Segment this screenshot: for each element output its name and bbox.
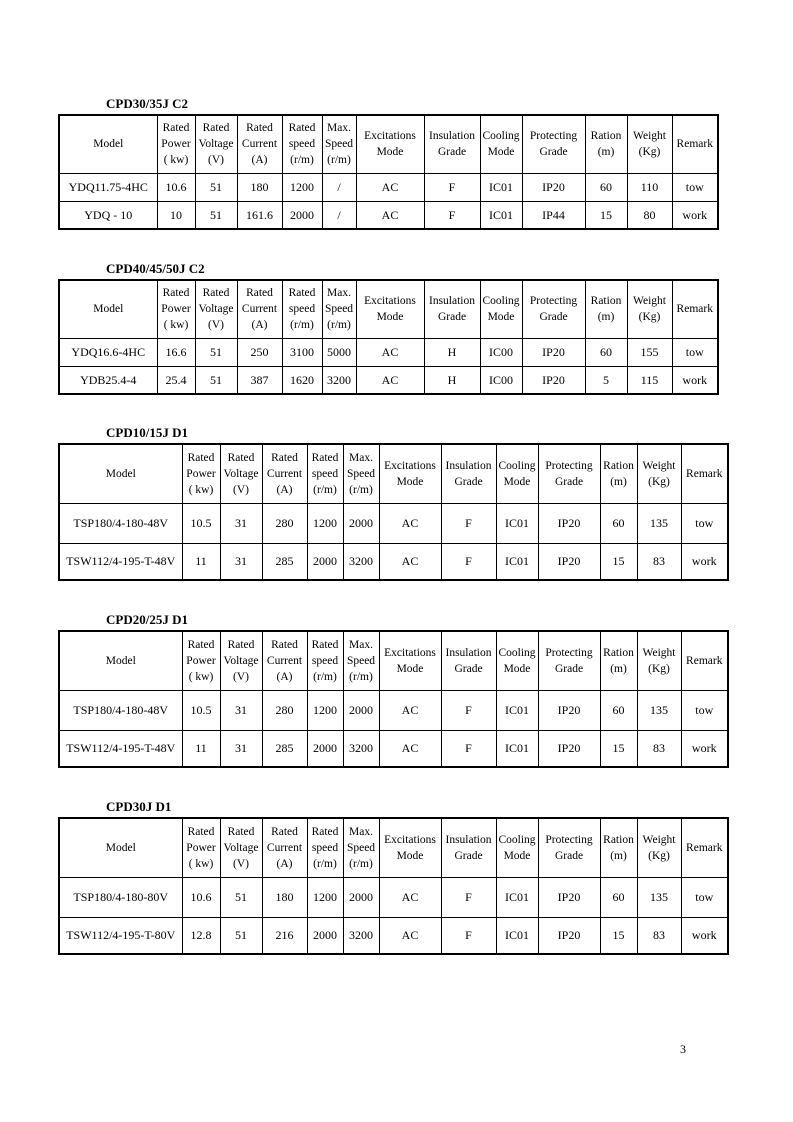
header-max-speed: Max. Speed (r/m) [343,444,379,503]
cell-rated-speed: 2000 [307,543,343,580]
header-protecting-grade: Protecting Grade [522,115,585,173]
cell-rated-speed: 1620 [282,366,322,394]
cell-insulation-grade: F [441,543,496,580]
cell-rated-current: 216 [262,917,307,954]
cell-cooling-mode: IC01 [496,543,538,580]
cell-excitations-mode: AC [356,338,424,366]
header-insulation-grade: Insulation Grade [441,631,496,690]
cell-ration: 15 [600,543,637,580]
header-rated-power: Rated Power ( kw) [182,444,220,503]
header-excitations-mode: Excitations Mode [356,280,424,338]
header-rated-speed: Rated speed (r/m) [307,444,343,503]
cell-rated-current: 250 [237,338,282,366]
cell-max-speed: 3200 [343,543,379,580]
header-cooling-mode: Cooling Mode [496,818,538,877]
cell-rated-speed: 1200 [307,503,343,543]
cell-rated-current: 180 [237,173,282,201]
header-protecting-grade: Protecting Grade [522,280,585,338]
header-rated-power: Rated Power ( kw) [157,280,195,338]
header-rated-current: Rated Current (A) [262,631,307,690]
cell-insulation-grade: F [441,877,496,917]
table-row [59,503,728,543]
cell-protecting-grade: IP20 [538,730,600,767]
cell-insulation-grade: F [424,173,480,201]
header-row [59,444,728,503]
cell-rated-voltage: 51 [195,173,237,201]
cell-rated-voltage: 31 [220,690,262,730]
cell-ration: 5 [585,366,627,394]
cell-model: TSP180/4-180-48V [59,690,182,730]
header-cooling-mode: Cooling Mode [480,115,522,173]
cell-weight: 135 [637,503,681,543]
cell-model: TSP180/4-180-48V [59,503,182,543]
cell-rated-speed: 2000 [307,917,343,954]
section-title: CPD30J D1 [106,799,172,814]
cell-insulation-grade: F [424,201,480,229]
cell-cooling-mode: IC01 [496,503,538,543]
section-cpd40-45-50j-c2 [58,261,719,395]
cell-weight: 155 [627,338,672,366]
header-max-speed: Max. Speed (r/m) [343,631,379,690]
section-title: CPD30/35J C2 [106,96,188,111]
cell-insulation-grade: H [424,366,480,394]
header-cooling-mode: Cooling Mode [496,631,538,690]
section-cpd10-15j-d1 [58,425,729,581]
cell-protecting-grade: IP20 [538,503,600,543]
header-max-speed: Max. Speed (r/m) [322,115,356,173]
cell-rated-speed: 1200 [307,690,343,730]
cell-rated-speed: 2000 [307,730,343,767]
motor-spec-table [58,114,719,230]
table-row [59,543,728,580]
header-row [59,280,718,338]
cell-ration: 60 [600,877,637,917]
motor-spec-table [58,630,729,768]
cell-rated-voltage: 51 [220,877,262,917]
section-cpd30-35j-c2 [58,96,719,230]
motor-spec-table [58,443,729,581]
header-remark: Remark [681,818,728,877]
cell-max-speed: 3200 [343,917,379,954]
header-weight: Weight (Kg) [637,631,681,690]
header-cooling-mode: Cooling Mode [480,280,522,338]
header-model: Model [59,280,157,338]
section-title: CPD20/25J D1 [106,612,188,627]
header-rated-voltage: Rated Voltage (V) [195,280,237,338]
cell-protecting-grade: IP20 [538,690,600,730]
table-row [59,877,728,917]
cell-rated-current: 161.6 [237,201,282,229]
header-rated-speed: Rated speed (r/m) [282,115,322,173]
header-weight: Weight (Kg) [627,115,672,173]
cell-excitations-mode: AC [379,917,441,954]
cell-rated-power: 10.6 [182,877,220,917]
cell-rated-power: 25.4 [157,366,195,394]
cell-rated-current: 285 [262,730,307,767]
header-rated-speed: Rated speed (r/m) [282,280,322,338]
cell-max-speed: 3200 [322,366,356,394]
section-cpd20-25j-d1 [58,612,729,768]
header-weight: Weight (Kg) [637,818,681,877]
header-excitations-mode: Excitations Mode [356,115,424,173]
cell-rated-voltage: 31 [220,543,262,580]
cell-remark: tow [672,338,718,366]
header-row [59,631,728,690]
cell-excitations-mode: AC [356,201,424,229]
cell-rated-power: 11 [182,543,220,580]
cell-cooling-mode: IC01 [496,877,538,917]
cell-remark: work [681,543,728,580]
cell-rated-voltage: 51 [195,201,237,229]
cell-weight: 83 [637,917,681,954]
cell-remark: work [672,201,718,229]
cell-excitations-mode: AC [379,503,441,543]
cell-insulation-grade: H [424,338,480,366]
cell-rated-power: 12.8 [182,917,220,954]
cell-model: TSW112/4-195-T-48V [59,730,182,767]
cell-ration: 60 [585,338,627,366]
cell-excitations-mode: AC [379,690,441,730]
cell-cooling-mode: IC01 [496,917,538,954]
cell-rated-power: 10.6 [157,173,195,201]
cell-weight: 80 [627,201,672,229]
header-insulation-grade: Insulation Grade [424,280,480,338]
header-rated-voltage: Rated Voltage (V) [220,818,262,877]
header-ration: Ration (m) [600,631,637,690]
header-rated-current: Rated Current (A) [262,818,307,877]
cell-rated-power: 10 [157,201,195,229]
header-protecting-grade: Protecting Grade [538,444,600,503]
cell-insulation-grade: F [441,690,496,730]
table-row [59,201,718,229]
cell-insulation-grade: F [441,503,496,543]
cell-protecting-grade: IP20 [522,338,585,366]
header-rated-power: Rated Power ( kw) [182,631,220,690]
cell-rated-current: 285 [262,543,307,580]
cell-protecting-grade: IP20 [522,366,585,394]
cell-insulation-grade: F [441,917,496,954]
cell-protecting-grade: IP20 [538,877,600,917]
cell-rated-voltage: 51 [220,917,262,954]
cell-model: TSW112/4-195-T-48V [59,543,182,580]
header-rated-current: Rated Current (A) [262,444,307,503]
cell-rated-speed: 3100 [282,338,322,366]
cell-cooling-mode: IC01 [480,201,522,229]
cell-ration: 60 [600,503,637,543]
cell-protecting-grade: IP44 [522,201,585,229]
cell-rated-power: 10.5 [182,503,220,543]
header-remark: Remark [681,444,728,503]
cell-max-speed: / [322,201,356,229]
section-cpd30j-d1 [58,799,729,955]
cell-cooling-mode: IC01 [480,173,522,201]
cell-weight: 83 [637,543,681,580]
cell-cooling-mode: IC01 [496,730,538,767]
cell-model: TSW112/4-195-T-80V [59,917,182,954]
cell-model: YDQ11.75-4HC [59,173,157,201]
cell-ration: 15 [600,730,637,767]
header-remark: Remark [672,280,718,338]
header-model: Model [59,115,157,173]
page-number: 3 [680,1042,686,1056]
header-weight: Weight (Kg) [627,280,672,338]
cell-remark: tow [681,503,728,543]
cell-ration: 60 [585,173,627,201]
cell-weight: 115 [627,366,672,394]
cell-rated-speed: 2000 [282,201,322,229]
cell-ration: 15 [600,917,637,954]
cell-rated-voltage: 31 [220,503,262,543]
cell-weight: 83 [637,730,681,767]
cell-max-speed: 2000 [343,503,379,543]
cell-rated-speed: 1200 [282,173,322,201]
header-protecting-grade: Protecting Grade [538,818,600,877]
section-title: CPD10/15J D1 [106,425,188,440]
cell-excitations-mode: AC [379,877,441,917]
cell-rated-voltage: 51 [195,366,237,394]
header-rated-current: Rated Current (A) [237,280,282,338]
cell-insulation-grade: F [441,730,496,767]
header-insulation-grade: Insulation Grade [441,818,496,877]
cell-remark: work [681,917,728,954]
header-cooling-mode: Cooling Mode [496,444,538,503]
header-ration: Ration (m) [600,818,637,877]
cell-remark: tow [672,173,718,201]
section-title: CPD40/45/50J C2 [106,261,205,276]
header-rated-voltage: Rated Voltage (V) [220,444,262,503]
cell-cooling-mode: IC00 [480,338,522,366]
cell-rated-current: 180 [262,877,307,917]
table-row [59,338,718,366]
cell-model: YDB25.4-4 [59,366,157,394]
header-row [59,818,728,877]
cell-excitations-mode: AC [379,543,441,580]
cell-weight: 135 [637,877,681,917]
header-model: Model [59,444,182,503]
header-rated-power: Rated Power ( kw) [182,818,220,877]
header-rated-current: Rated Current (A) [237,115,282,173]
cell-remark: work [681,730,728,767]
cell-max-speed: 3200 [343,730,379,767]
table-row [59,173,718,201]
cell-remark: tow [681,877,728,917]
header-excitations-mode: Excitations Mode [379,444,441,503]
cell-excitations-mode: AC [356,173,424,201]
cell-weight: 135 [637,690,681,730]
cell-cooling-mode: IC00 [480,366,522,394]
cell-max-speed: 5000 [322,338,356,366]
table-row [59,690,728,730]
cell-weight: 110 [627,173,672,201]
header-rated-speed: Rated speed (r/m) [307,631,343,690]
table-row [59,730,728,767]
header-ration: Ration (m) [585,115,627,173]
cell-protecting-grade: IP20 [538,917,600,954]
cell-model: TSP180/4-180-80V [59,877,182,917]
table-row [59,366,718,394]
cell-rated-voltage: 31 [220,730,262,767]
header-insulation-grade: Insulation Grade [424,115,480,173]
header-ration: Ration (m) [600,444,637,503]
cell-rated-speed: 1200 [307,877,343,917]
header-ration: Ration (m) [585,280,627,338]
header-rated-voltage: Rated Voltage (V) [195,115,237,173]
table-row [59,917,728,954]
cell-remark: tow [681,690,728,730]
cell-model: YDQ16.6-4HC [59,338,157,366]
cell-max-speed: / [322,173,356,201]
cell-model: YDQ - 10 [59,201,157,229]
cell-rated-current: 280 [262,690,307,730]
motor-spec-table [58,279,719,395]
header-rated-voltage: Rated Voltage (V) [220,631,262,690]
header-protecting-grade: Protecting Grade [538,631,600,690]
cell-remark: work [672,366,718,394]
cell-rated-voltage: 51 [195,338,237,366]
header-rated-speed: Rated speed (r/m) [307,818,343,877]
cell-rated-current: 387 [237,366,282,394]
cell-rated-power: 16.6 [157,338,195,366]
header-model: Model [59,818,182,877]
header-row [59,115,718,173]
header-weight: Weight (Kg) [637,444,681,503]
header-rated-power: Rated Power ( kw) [157,115,195,173]
cell-max-speed: 2000 [343,877,379,917]
header-remark: Remark [681,631,728,690]
header-insulation-grade: Insulation Grade [441,444,496,503]
cell-protecting-grade: IP20 [522,173,585,201]
header-model: Model [59,631,182,690]
header-max-speed: Max. Speed (r/m) [322,280,356,338]
cell-rated-power: 11 [182,730,220,767]
header-max-speed: Max. Speed (r/m) [343,818,379,877]
cell-cooling-mode: IC01 [496,690,538,730]
header-excitations-mode: Excitations Mode [379,631,441,690]
cell-rated-current: 280 [262,503,307,543]
cell-ration: 15 [585,201,627,229]
cell-max-speed: 2000 [343,690,379,730]
cell-ration: 60 [600,690,637,730]
cell-excitations-mode: AC [379,730,441,767]
cell-rated-power: 10.5 [182,690,220,730]
cell-protecting-grade: IP20 [538,543,600,580]
header-excitations-mode: Excitations Mode [379,818,441,877]
header-remark: Remark [672,115,718,173]
cell-excitations-mode: AC [356,366,424,394]
motor-spec-table [58,817,729,955]
